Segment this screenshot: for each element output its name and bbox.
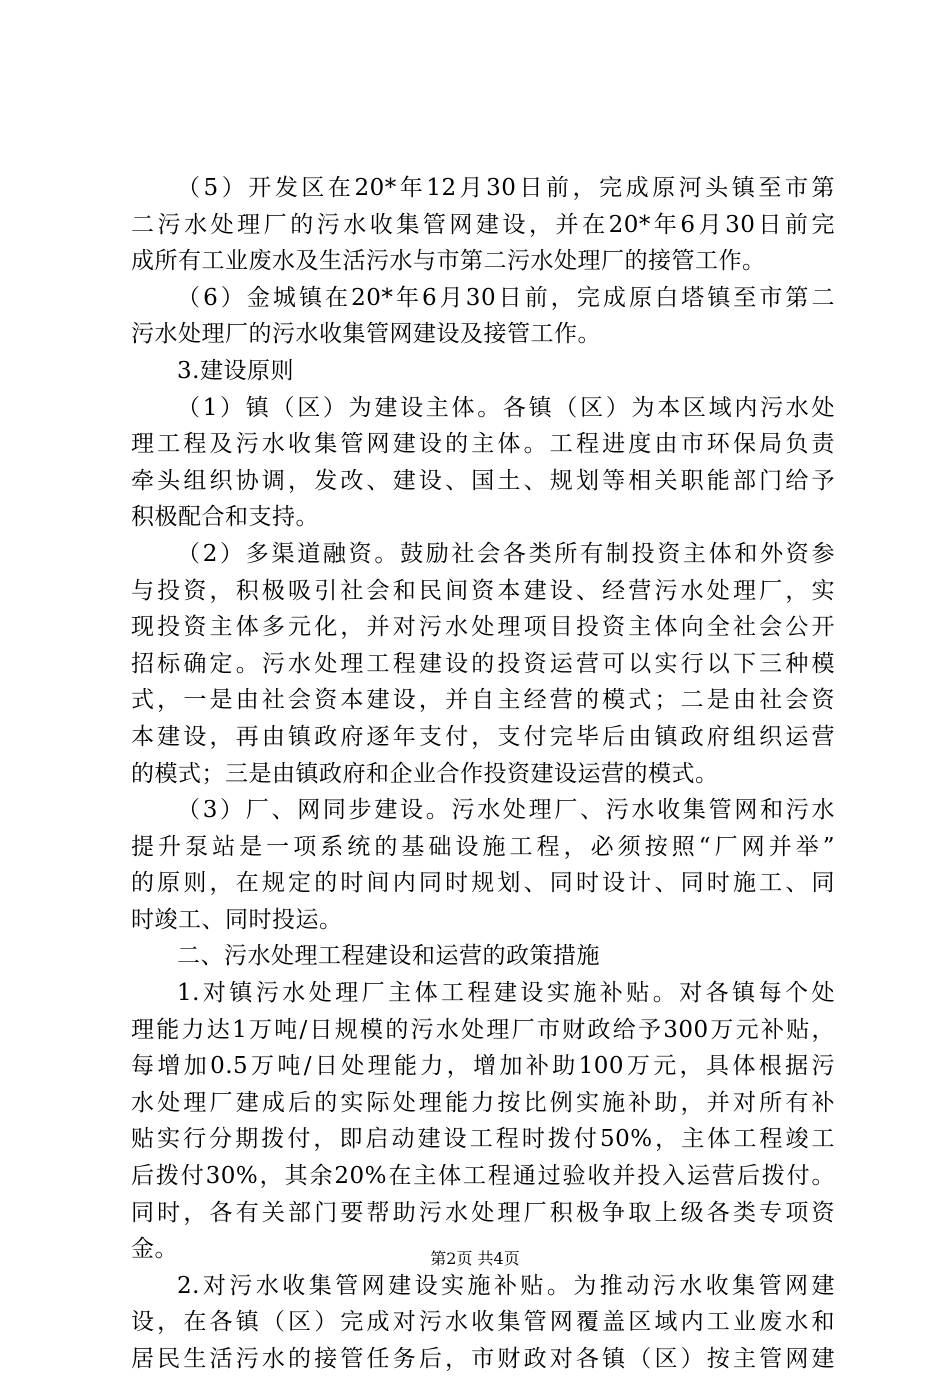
text-line: 污水处理厂的污水收集管网建设及接管工作。 xyxy=(131,321,601,348)
text-line: 积极配合和支持。 xyxy=(131,504,319,531)
text-line: 金。 xyxy=(131,1236,178,1263)
text-line: （3）厂、网同步建设。污水处理厂、污水收集管网和污水 xyxy=(177,797,835,824)
text-line: （1）镇（区）为建设主体。各镇（区）为本区域内污水处 xyxy=(177,394,835,421)
text-line: 时竣工、同时投运。 xyxy=(131,906,343,933)
text-line: 1.对镇污水处理厂主体工程建设实施补贴。对各镇每个处 xyxy=(177,980,835,1007)
text-line: （6）金城镇在20*年6月30日前，完成原白塔镇至市第二 xyxy=(177,284,835,311)
text-line: 贴实行分期拨付，即启动建设工程时拨付50%，主体工程竣工 xyxy=(131,1126,835,1153)
text-line: 理能力达1万吨/日规模的污水处理厂市财政给予300万元补贴， xyxy=(131,1016,835,1043)
text-line: 二、污水处理工程建设和运营的政策措施 xyxy=(177,943,600,970)
text-line: 招标确定。污水处理工程建设的投资运营可以实行以下三种模 xyxy=(131,650,835,677)
text-line: 理工程及污水收集管网建设的主体。工程进度由市环保局负责 xyxy=(131,431,835,458)
text-line: 二污水处理厂的污水收集管网建设，并在20*年6月30日前完 xyxy=(131,211,835,238)
text-line: 式，一是由社会资本建设，并自主经营的模式；二是由社会资 xyxy=(131,687,835,714)
text-line: 设，在各镇（区）完成对污水收集管网覆盖区域内工业废水和 xyxy=(131,1309,835,1336)
text-line: 每增加0.5万吨/日处理能力，增加补助100万元，具体根据污 xyxy=(131,1053,835,1080)
text-line: 的模式；三是由镇政府和企业合作投资建设运营的模式。 xyxy=(131,760,719,787)
text-line: 提升泵站是一项系统的基础设施工程，必须按照“厂网并举” xyxy=(131,833,835,860)
document-body xyxy=(131,170,835,1378)
text-line: 后拨付30%，其余20%在主体工程通过验收并投入运营后拨付。 xyxy=(131,1163,835,1190)
page-footer: 第2页 共4页 xyxy=(430,1249,520,1268)
text-line: 本建设，再由镇政府逐年支付，支付完毕后由镇政府组织运营 xyxy=(131,723,835,750)
text-line: 现投资主体多元化，并对污水处理项目投资主体向全社会公开 xyxy=(131,614,835,641)
text-line: 与投资，积极吸引社会和民间资本建设、经营污水处理厂，实 xyxy=(131,577,835,604)
text-line: （5）开发区在20*年12月30日前，完成原河头镇至市第 xyxy=(177,175,835,201)
text-line: 同时，各有关部门要帮助污水处理厂积极争取上级各类专项资 xyxy=(131,1199,835,1226)
text-line: 2.对污水收集管网建设实施补贴。为推动污水收集管网建 xyxy=(177,1272,835,1299)
text-line: 3.建设原则 xyxy=(177,357,294,384)
text-line: （2）多渠道融资。鼓励社会各类所有制投资主体和外资参 xyxy=(177,540,835,567)
text-line: 居民生活污水的接管任务后，市财政对各镇（区）按主管网建 xyxy=(131,1346,835,1372)
text-line: 牵头组织协调，发改、建设、国土、规划等相关职能部门给予 xyxy=(131,467,835,494)
text-line: 的原则，在规定的时间内同时规划、同时设计、同时施工、同 xyxy=(131,870,835,897)
text-line: 成所有工业废水及生活污水与市第二污水处理厂的接管工作。 xyxy=(131,248,766,275)
text-line: 水处理厂建成后的实际处理能力按比例实施补助，并对所有补 xyxy=(131,1089,835,1116)
